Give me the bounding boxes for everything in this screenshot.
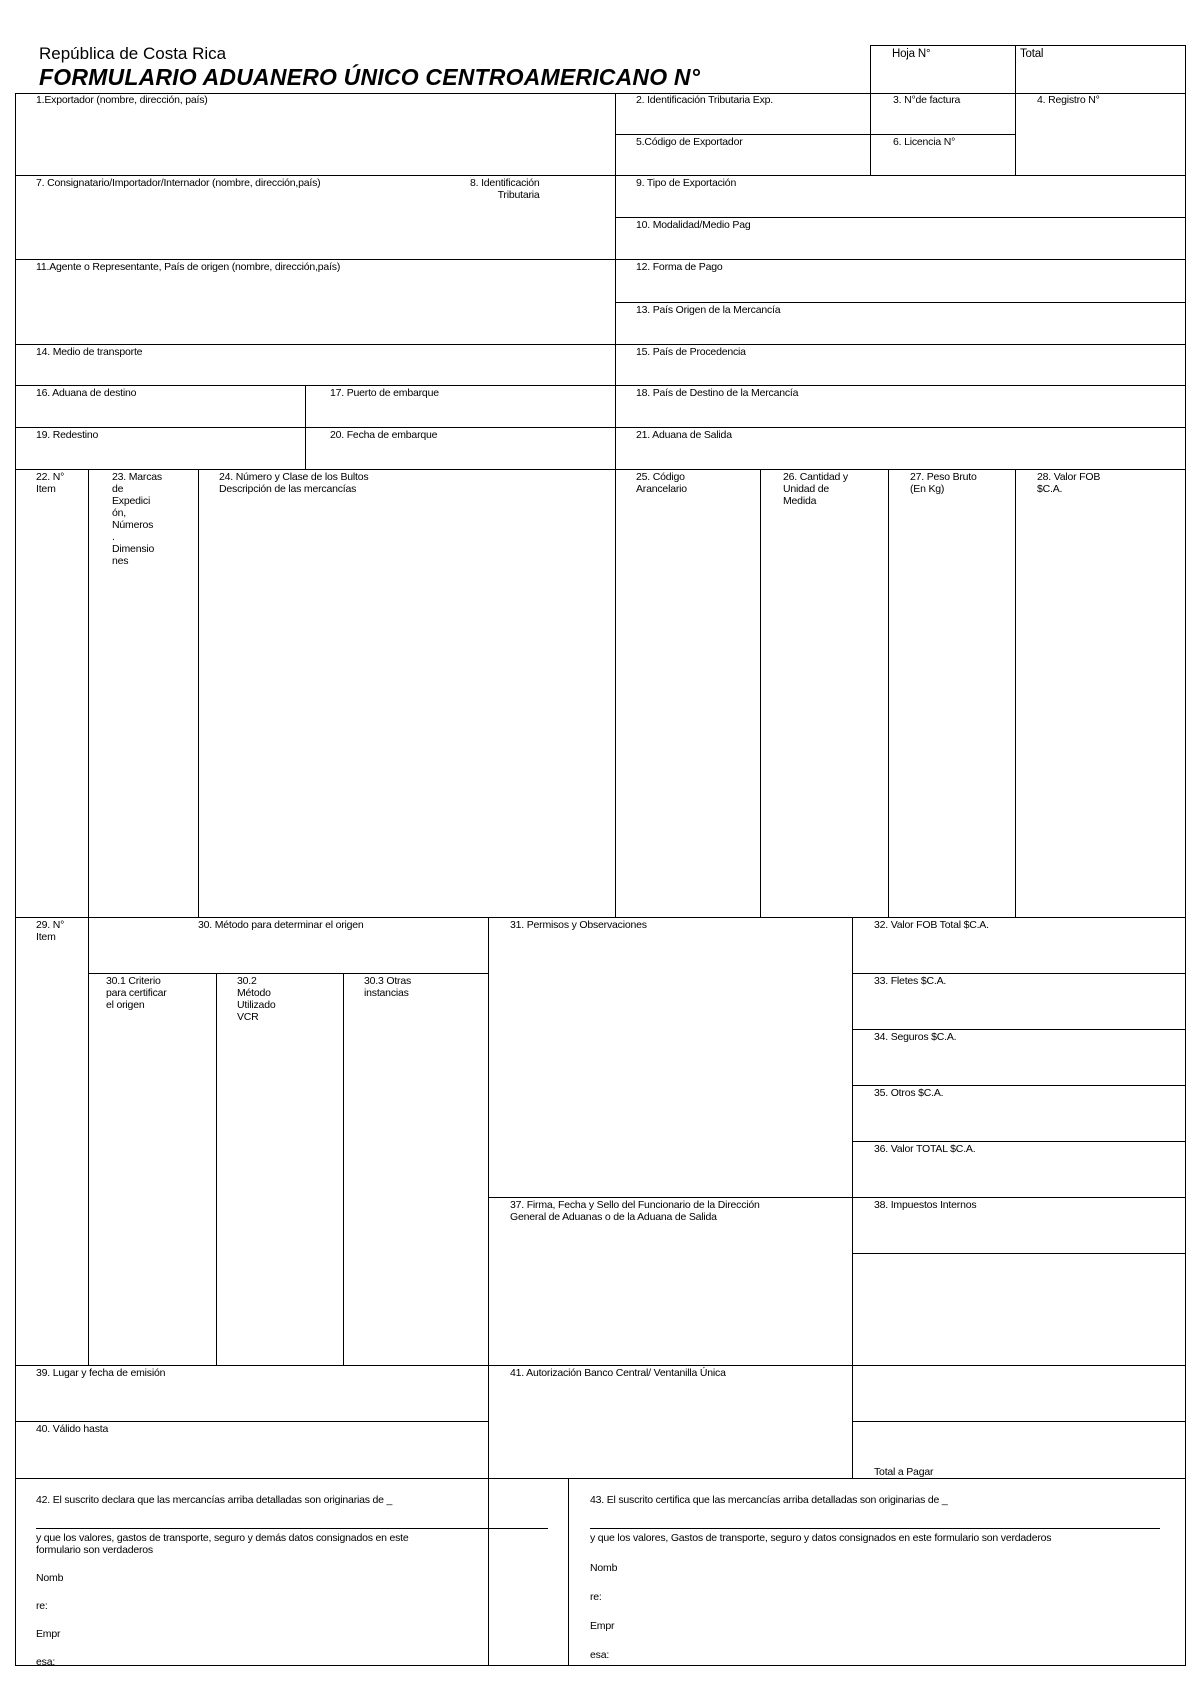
field-35-label: 35. Otros $C.A. xyxy=(874,1087,944,1099)
field-34-label: 34. Seguros $C.A. xyxy=(874,1031,957,1043)
rule xyxy=(15,344,1185,345)
field-43-label: 43. El suscrito certifica que las mercancías arriba detalladas son originarias de _ xyxy=(590,1494,948,1506)
field-43-name-label-a: Nomb xyxy=(590,1562,618,1574)
rule xyxy=(15,427,1185,428)
field-33-label: 33. Fletes $C.A. xyxy=(874,975,947,987)
field-25-label: 25. Código Arancelario xyxy=(636,471,687,495)
rule xyxy=(1015,45,1016,175)
field-43-company-label-a: Empr xyxy=(590,1620,615,1632)
field-36-label: 36. Valor TOTAL $C.A. xyxy=(874,1143,976,1155)
field-30-3-label: 30.3 Otras instancias xyxy=(364,975,412,999)
field-27-label: 27. Peso Bruto (En Kg) xyxy=(910,471,977,495)
rule xyxy=(852,1029,1185,1030)
field-10-label: 10. Modalidad/Medio Pag xyxy=(636,219,751,231)
rule xyxy=(870,45,1185,46)
country-name: República de Costa Rica xyxy=(39,44,227,63)
rule xyxy=(15,917,1185,918)
field-38-label: 38. Impuestos Internos xyxy=(874,1199,977,1211)
rule xyxy=(615,217,1185,218)
field-5-label: 5.Código de Exportador xyxy=(636,136,743,148)
field-13-label: 13. País Origen de la Mercancía xyxy=(636,304,781,316)
rule xyxy=(615,134,1015,135)
field-30-2-label: 30.2 Método Utilizado VCR xyxy=(237,975,276,1023)
field-3-label: 3. N°de factura xyxy=(893,94,961,106)
field-20-label: 20. Fecha de embarque xyxy=(330,429,438,441)
rule xyxy=(852,973,1185,974)
field-37-label: 37. Firma, Fecha y Sello del Funcionario de la Dirección General de Aduanas o de la Aduana de Salida xyxy=(510,1199,760,1223)
field-19-label: 19. Redestino xyxy=(36,429,99,441)
field-39-label: 39. Lugar y fecha de emisión xyxy=(36,1367,166,1379)
field-30-label: 30. Método para determinar el origen xyxy=(198,919,364,931)
rule xyxy=(15,93,16,1665)
field-2-label: 2. Identificación Tributaria Exp. xyxy=(636,94,773,106)
rule xyxy=(15,385,1185,386)
field-15-label: 15. País de Procedencia xyxy=(636,346,746,358)
rule xyxy=(488,1197,1185,1198)
field-12-label: 12. Forma de Pago xyxy=(636,261,723,273)
field-14-label: 14. Medio de transporte xyxy=(36,346,143,358)
field-9-label: 9. Tipo de Exportación xyxy=(636,177,737,189)
field-29-label: 29. N° Item xyxy=(36,919,65,943)
rule xyxy=(852,1141,1185,1142)
field-30-1-label: 30.1 Criterio para certificar el origen xyxy=(106,975,167,1011)
rule xyxy=(870,45,871,175)
rule xyxy=(198,469,199,917)
rule xyxy=(615,302,1185,303)
field-43-name-label-b: re: xyxy=(590,1591,602,1603)
field-26-label: 26. Cantidad y Unidad de Medida xyxy=(783,471,848,507)
rule xyxy=(343,973,344,1365)
field-7-label: 7. Consignatario/Importador/Internador (nombre, dirección,país) xyxy=(36,177,321,189)
field-1-label: 1.Exportador (nombre, dirección, país) xyxy=(36,94,208,106)
rule xyxy=(15,469,1185,470)
field-43-statement: y que los valores, Gastos de transporte, seguro y datos consignados en este formulario son verdaderos xyxy=(590,1532,1052,1544)
rule xyxy=(15,1665,1186,1666)
rule xyxy=(15,1421,488,1422)
rule xyxy=(852,1253,1185,1254)
rule xyxy=(568,1478,569,1665)
origin-line xyxy=(36,1528,548,1529)
field-31-label: 31. Permisos y Observaciones xyxy=(510,919,647,931)
rule xyxy=(88,973,488,974)
rule xyxy=(1015,469,1016,917)
field-42-name-label-b: re: xyxy=(36,1600,48,1612)
rule xyxy=(852,1085,1185,1086)
field-16-label: 16. Aduana de destino xyxy=(36,387,137,399)
field-23-label: 23. Marcas de Expedici ón, Números . Dimensio nes xyxy=(112,471,162,567)
rule xyxy=(852,1421,1185,1422)
field-21-label: 21. Aduana de Salida xyxy=(636,429,732,441)
field-4-label: 4. Registro N° xyxy=(1037,94,1100,106)
field-28-label: 28. Valor FOB $C.A. xyxy=(1037,471,1101,495)
field-42-statement: y que los valores, gastos de transporte, seguro y demás datos consignados en este formulario son verdaderos xyxy=(36,1532,409,1556)
field-11-label: 11.Agente o Representante, País de origen (nombre, dirección,país) xyxy=(36,261,341,273)
rule xyxy=(888,469,889,917)
field-40-label: 40. Válido hasta xyxy=(36,1423,109,1435)
rule xyxy=(216,973,217,1365)
field-41-label: 41. Autorización Banco Central/ Ventanilla Única xyxy=(510,1367,726,1379)
field-24-label: 24. Número y Clase de los Bultos Descripción de las mercancías xyxy=(219,471,369,495)
total-sheets-label: Total xyxy=(1020,48,1044,60)
sheet-number-label: Hoja N° xyxy=(892,48,931,60)
field-42-label: 42. El suscrito declara que las mercancías arriba detalladas son originarias de _ xyxy=(36,1494,393,1506)
field-18-label: 18. País de Destino de la Mercancía xyxy=(636,387,799,399)
rule xyxy=(760,469,761,917)
field-42-name-label-a: Nomb xyxy=(36,1572,64,1584)
field-42-company-label-b: esa: xyxy=(36,1656,56,1668)
field-32-label: 32. Valor FOB Total $C.A. xyxy=(874,919,989,931)
field-8-label: 8. Identificación Tributaria xyxy=(470,177,540,201)
field-6-label: 6. Licencia N° xyxy=(893,136,956,148)
rule xyxy=(488,917,489,1665)
field-43-company-label-b: esa: xyxy=(590,1649,610,1661)
rule xyxy=(15,1478,1185,1479)
rule xyxy=(15,1365,1185,1366)
field-22-label: 22. N° Item xyxy=(36,471,65,495)
rule xyxy=(15,259,1185,260)
field-17-label: 17. Puerto de embarque xyxy=(330,387,439,399)
total-to-pay-label: Total a Pagar xyxy=(874,1466,934,1478)
origin-line xyxy=(590,1528,1160,1529)
rule xyxy=(1185,45,1186,1665)
field-42-company-label-a: Empr xyxy=(36,1628,61,1640)
form-title: FORMULARIO ADUANERO ÚNICO CENTROAMERICANO N° xyxy=(39,64,701,90)
rule xyxy=(15,175,1185,176)
